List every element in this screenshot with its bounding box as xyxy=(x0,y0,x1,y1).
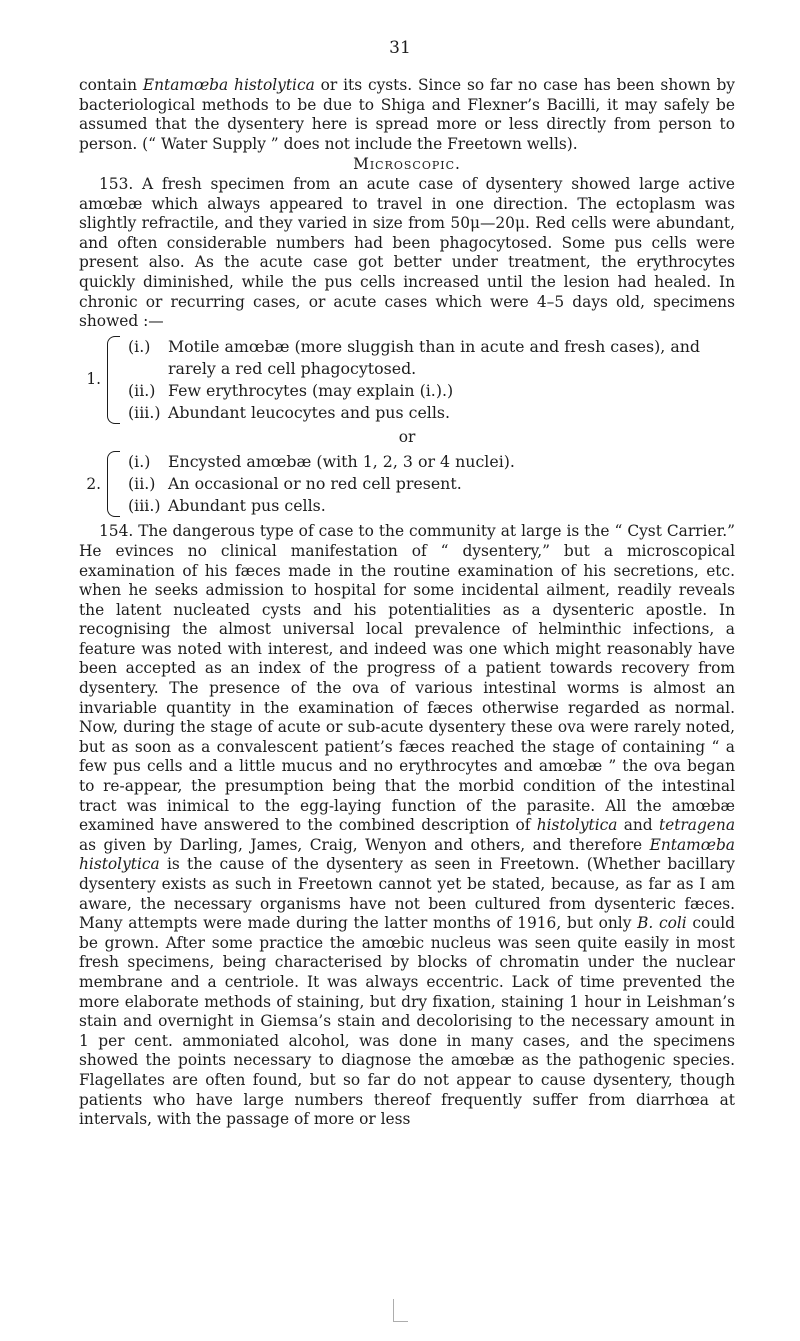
finding-group-1 xyxy=(79,336,735,424)
paragraph-154: 154. The dangerous type of case to the community at large is the “ Cyst Carrier.” He evinces no clinical manifestation of “ dysentery,” but a microscopical examination of his fæces made in the routine examination of his secretions, etc. when he seeks admission to hospital for some incidental ailment, readily reveals the latent nucleated cysts and his potentialities as a dysenteric apostle. In recognising the almost universal local prevalence of helminthic infections, a feature was noted with interest, and indeed was one which might reasonably have been accepted as an index of the progress of a patient towards recovery from dysentery. The presence of the ova of various intestinal worms is almost an invariable quantity in the examination of fæces otherwise regarded as normal. Now, during the stage of acute or sub-acute dysentery these ova were rarely noted, but as soon as a convalescent patient’s fæces reached the stage of containing “ a few pus cells and a little mucus and no erythrocytes and amœbæ ” the ova began to re-appear, the presumption being that the morbid condition of the intestinal tract was inimical to the egg-laying function of the parasite. All the amœbæ examined have answered to the combined description of histolytica and tetragena as given by Darling, James, Craig, Wenyon and others, and therefore Entamœba histolytica is the cause of the dysentery as seen in Freetown. (Whether bacillary dysentery exists as such in Freetown cannot yet be stated, because, as far as I am aware, the necessary organisms have not been cultured from dysenteric fæces. Many attempts were made during the latter months of 1916, but only B. coli could be grown. After some practice the amœbic nucleus was seen quite easily in most fresh specimens, being characterised by blocks of chromatin under the nuclear membrane and a centriole. It was always eccentric. Lack of time prevented the more elaborate methods of staining, but dry fixation, staining 1 hour in Leishman’s stain and overnight in Giemsa’s stain and decolorising to the necessary amount in 1 per cent. ammoniated alcohol, was done in many cases, and the specimens showed the points necessary to diagnose the amœbæ as the pathogenic species. Flagellates are often found, but so far do not appear to cause dysentery, though patients who have large numbers thereof frequently suffer from diarrhœa at intervals, with the passage of more or less xyxy=(79,522,736,1129)
list-item: (ii.) Few erythrocytes (may explain (i.).) xyxy=(128,380,454,400)
list-item: (i.) Encysted amœbæ (with 1, 2, 3 or 4 nuclei). xyxy=(128,452,515,472)
paragraph-153: 153. A fresh specimen from an acute case of dysentery showed large active amœbæ which always appeared to travel in one direction. The ectoplasm was slightly refractile, and they varied in size from 50μ—20μ. Red cells were abundant, and often considerable numbers had been phagocytosed. Some pus cells were present also. As the acute case got better under treatment, the erythrocytes quickly diminished, while the pus cells increased until the lesion had healed. In chronic or recurring cases, or acute cases which were 4–5 days old, specimens showed :— xyxy=(79,174,735,331)
group-number: 2. xyxy=(86,474,101,493)
brace xyxy=(107,336,120,424)
group-number: 1. xyxy=(86,369,101,388)
page-number: 31 xyxy=(389,38,411,58)
list-item: (i.) Motile amœbæ (more sluggish than in acute and fresh cases), and rarely a red cell phagocytosed. xyxy=(128,336,701,378)
scan-mark xyxy=(393,1299,408,1322)
section-heading: Microscopic. xyxy=(353,155,461,174)
page-body xyxy=(79,76,735,1130)
paragraph-intro: contain Entamœba histolytica or its cysts. Since so far no case has been shown by bacteriological methods to be due to Shiga and Flexner’s Bacilli, it may safely be assumed that the dysentery here is spread more or less directly from person to person. (“ Water Supply ” does not include the Freetown wells). xyxy=(79,76,735,153)
or-separator: or xyxy=(398,427,416,446)
brace xyxy=(107,451,120,517)
list-item: (iii.) Abundant pus cells. xyxy=(128,496,326,516)
list-item: (iii.) Abundant leucocytes and pus cells. xyxy=(128,402,451,422)
list-item: (ii.) An occasional or no red cell present. xyxy=(128,474,462,494)
finding-group-2 xyxy=(79,451,735,517)
